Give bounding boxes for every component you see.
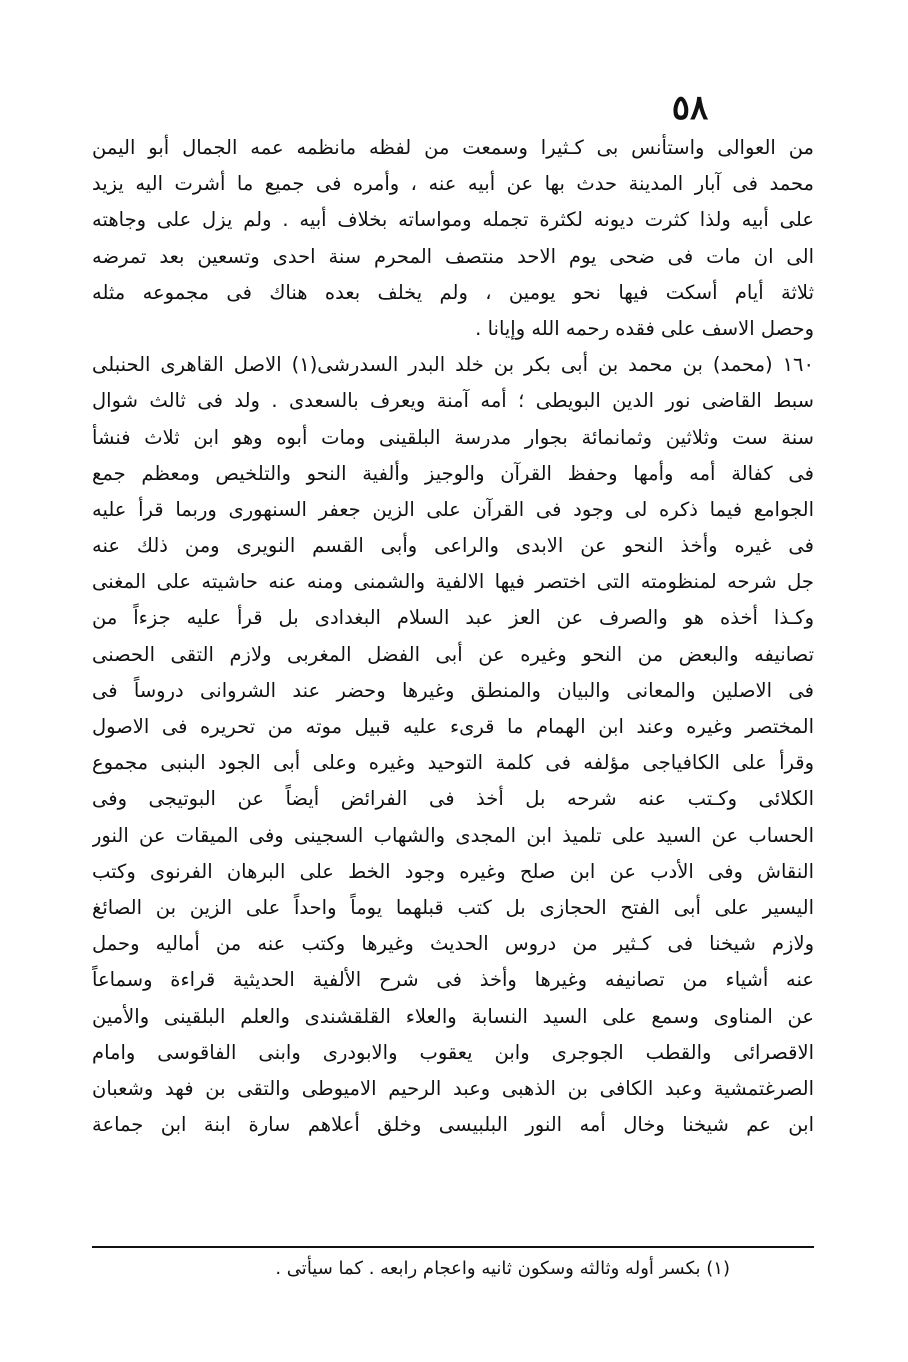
text-line: عنه أشياء من تصانيفه وغيرها وأخذ فى شرح الألفية الحديثية قراءة وسماعاً: [92, 968, 814, 992]
text-line: ابن عم شيخنا وخال أمه النور البلبيسى وخلق أعلاهم سارة ابنة ابن جماعة: [92, 1113, 814, 1137]
text-line: سبط القاضى نور الدين البويطى ؛ أمه آمنة ويعرف بالسعدى . ولد فى ثالث شوال: [92, 389, 814, 413]
text-line: فى غيره وأخذ النحو عن الابدى والراعى وأبى القسم النويرى ومن ذلك عنه: [92, 534, 814, 558]
footnote: (١) بكسر أوله وثالثه وسكون ثانيه واعجام رابعه . كما سيأتى .: [275, 1258, 730, 1279]
text-line: الكلائى وكـتب عنه شرحه بل أخذ فى الفرائض أيضاً عن البوتيجى وفى: [92, 787, 814, 811]
text-line: الاقصرائى والقطب الجوجرى وابن يعقوب والابودرى وابنى الفاقوسى وامام: [92, 1040, 814, 1064]
text-line: جل شرحه لمنظومته التى اختصر فيها الالفية والشمنى ومنه عنه حاشيته على المغنى: [92, 570, 814, 594]
text-line: النقاش وفى الأدب عن ابن صلح وغيره وجود الخط على البرهان الفرنوى وكتب: [92, 859, 814, 883]
text-line: الصرغتمشية وعبد الكافى بن الذهبى وعبد الرحيم الاميوطى والتقى بن فهد وشعبان: [92, 1076, 814, 1100]
text-line: وحصل الاسف على فقده رحمه الله وإيانا .: [475, 316, 814, 340]
text-line: اليسير على أبى الفتح الحجازى بل كتب قبلهما يوماً واحداً على الزين بن الصائغ: [92, 895, 814, 919]
text-line: عن المناوى وسمع على السيد النسابة والعلاء القلقشندى والعلم البلقينى والأمين: [92, 1004, 814, 1028]
text-line: وقرأ على الكافياجى مؤلفه فى كلمة التوحيد وغيره وعلى أبى الجود البنبى مجموع: [92, 751, 814, 775]
text-line: الجوامع فيما ذكره لى وجود فى القرآن على الزين جعفر السنهورى وربما قرأ عليه: [92, 497, 814, 521]
text-line: الى ان مات فى ضحى يوم الاحد منتصف المحرم سنة احدى وتسعين بعد تمرضه: [92, 244, 814, 268]
text-line: ثلاثة أيام أسكت فيها نحو يومين ، ولم يخلف بعده هناك فى مجموعه مثله: [92, 280, 814, 304]
text-line: الحساب عن السيد على تلميذ ابن المجدى والشهاب السجينى وفى الميقات عن النور: [92, 823, 814, 847]
text-line: سنة ست وثلاثين وثمانمائة بجوار مدرسة البلقينى ومات أبوه وهو ابن ثلاث فنشأ: [92, 425, 814, 449]
page-number: ٥٨: [671, 88, 709, 128]
text-line: من العوالى واستأنس بى كـثيرا وسمعت من لفظه مانظمه عمه الجمال أبو اليمن: [92, 136, 814, 159]
text-line: ولازم شيخنا فى كـثير من دروس الحديث وغيرها وكتب عنه من أماليه وحمل: [92, 932, 814, 956]
text-line: فى كفالة أمه وأمها وحفظ القرآن والوجيز وألفية النحو والتلخيص ومعظم جمع: [92, 461, 814, 485]
text-line: المختصر وغيره وعند ابن الهمام ما قرىء عليه قبيل موته من تحريره فى الاصول: [92, 715, 814, 738]
footnote-divider: [92, 1246, 814, 1248]
text-line: فى الاصلين والمعانى والبيان والمنطق وغيرها وحضر عند الشروانى دروساً فى: [92, 678, 814, 702]
text-line: على أبيه ولذا كثرت ديونه لكثرة تجمله ومواساته بخلاف أبيه . ولم يزل على وجاهته: [92, 208, 814, 232]
text-line: وكـذا أخذه هو والصرف عن العز عبد السلام البغدادى بل قرأ عليه جزءاً من: [92, 606, 814, 630]
text-line: تصانيفه والبعض من النحو وغيره عن أبى الفضل المغربى ولازم التقى الحصنى: [92, 642, 814, 666]
body-text: [92, 130, 814, 1143]
text-line: محمد فى آبار المدينة حدث بها عن أبيه عنه ، وأمره فى جميع ما أشرت اليه يزيد: [92, 172, 814, 196]
text-line: ١٦٠ (محمد) بن محمد بن أبى بكر بن خلد البدر السدرشى(١) الاصل القاهرى الحنبلى: [92, 353, 814, 377]
